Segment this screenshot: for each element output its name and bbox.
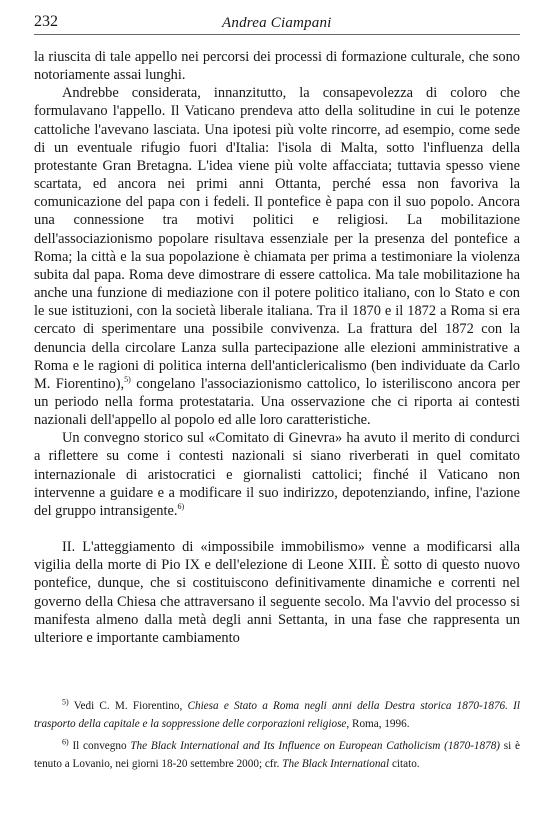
footnote-6 <box>34 738 520 773</box>
footnote-5 <box>34 698 520 733</box>
paragraph-2 <box>34 84 520 429</box>
page-number: 232 <box>34 13 58 30</box>
footnote-6-mark: 6) <box>62 737 69 747</box>
footnotes <box>34 698 520 773</box>
paragraph-3-text: Un convegno storico sul «Comitato di Ginevra» ha avuto il merito di condurci a riflettere su come i contesti nazionali si siano riverberati in quel comitato internazionale di aristocratici e giornalisti cattolici; finché il Vaticano non intervenne a guidare e a modificare il suo indirizzo, depotenziando, infine, l'azione del gruppo intransigente. <box>34 430 520 519</box>
paragraph-2-text: Andrebbe considerata, innanzitutto, la consapevolezza di coloro che formulavano l'appello. Il Vaticano prendeva atto della solitudine in cui le potenze cattoliche l'avevano lasciata. Una ipotesi più volte rincorre, ad esempio, come sede di un eventuale rifugio fuori d'Italia: l'isola di Malta, sotto l'influenza della protestante Gran Bretagna. L'idea viene più volte affacciata; tuttavia spesso viene scartata, ed ancora nei primi anni Ottanta, perché essa non favoriva la comunicazione del papa con i fedeli. Il pontefice è papa con il suo popolo. Ancora una connessione tra motivi politici e religiosi. La mobilitazione dell'associazionismo popolare risultava essenziale per la presenza del pontefice a Roma; la città e la sua popolazione è chiamata per prima a testimoniare la violenza subita dal papa. Roma deve dimostrare di essere cattolica. Ma tale mobilitazione ha anche una funzione di mediazione con il potere politico italiano, con lo Stato e con le sue istituzioni, con la società liberale italiana. Tra il 1870 e il 1872 a Roma si era cercato di sperimentare una possibile convivenza. La frattura del 1872 con la denuncia della circolare Lanza sulla partecipazione alle elezioni amministrative a Roma e le ragioni di politica interna dell'anticlericalismo (ben individuate da Carlo M. Fiorentino), <box>34 85 520 392</box>
footnote-6-title: The Black International and Its Influence on European Catholicism (1870-1878) <box>130 740 501 752</box>
footnote-5-mark: 5) <box>62 697 69 707</box>
footnote-5-title: Chiesa e Stato a Roma negli anni della Destra storica 1870-1876. Il trasporto della capitale e la soppressione delle corporazioni religiose <box>34 700 520 730</box>
paragraph-1: la riuscita di tale appello nei percorsi dei processi di formazione culturale, che sono notoriamente assai lunghi. <box>34 49 520 84</box>
footnote-6-title-2: The Black International <box>282 757 390 770</box>
footnote-6-text-a: Il convegno <box>68 740 131 752</box>
section-ii-paragraph: II. L'atteggiamento di «impossibile immobilismo» venne a modificarsi alla vigilia della morte di Pio IX e dell'elezione di Leone XIII. È sotto di questo nuovo pontefice, dunque, che si costituiscono definitivamente dinamiche e correnti nel governo della Chiesa che attraversano il seguente secolo. Ma l'avvio del processo si manifesta almeno dalla metà degli anni Settanta, in una fase che rappresenta un ulteriore e importante cambiamento <box>34 539 520 646</box>
paragraph-3 <box>34 429 520 520</box>
footnote-6-text-b: si è tenuto a Lovanio, nei giorni 18-20 settembre 2000; cfr. <box>34 740 520 770</box>
footnote-6-text-c: citato. <box>389 757 420 770</box>
paragraph-2-tail: congelano l'associazionismo cattolico, lo isteriliscono ancora per un periodo nella forma protestataria. Una osservazione che ci riporta ai contesti nazionali dell'appello al popolo ed alle loro caratteristiche. <box>34 375 520 429</box>
footnote-5-text-b: , Roma, 1996. <box>346 717 410 730</box>
footnote-5-text-a: Vedi C. M. Fiorentino, <box>68 700 188 712</box>
body-text <box>34 48 520 647</box>
footnote-ref-5: 5) <box>124 375 131 385</box>
footnote-ref-6: 6) <box>177 502 185 512</box>
running-head: Andrea Ciampani <box>222 15 332 31</box>
page-header <box>34 8 520 35</box>
